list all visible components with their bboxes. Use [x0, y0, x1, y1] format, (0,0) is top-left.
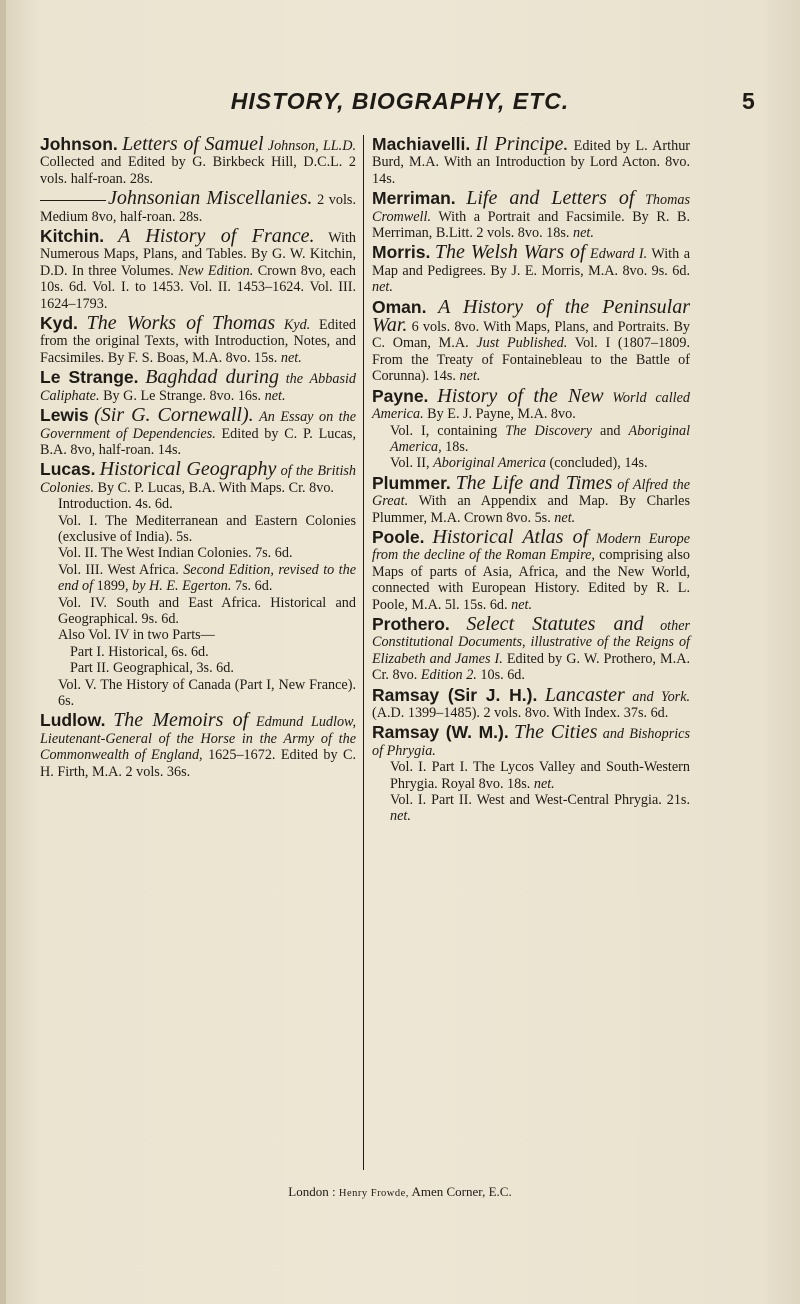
entry-le-strange	[40, 366, 357, 404]
entry-text: With a Portrait and Facsimile. By R. B. Merriman, B.Litt. 2 vols. 8vo. 18s.	[372, 208, 690, 242]
volume-line	[372, 759, 690, 792]
net-label: net.	[533, 775, 555, 792]
left-column	[40, 133, 357, 783]
entry-plummer	[372, 471, 691, 526]
entry-author: Lewis	[40, 405, 89, 426]
volume-title: Aboriginal America	[433, 455, 546, 472]
volume-line	[40, 562, 356, 595]
ditto-rule	[40, 200, 106, 201]
volume-text: Vol. I. Part I. The Lycos Valley and South-Western Phrygia. Royal 8vo. 18s.	[390, 759, 690, 792]
entry-edition: New Edition.	[178, 262, 254, 279]
entry-title: Historical Geography	[99, 458, 277, 481]
entry-author: Le Strange.	[40, 367, 139, 388]
volume-part: Part II. Geographical, 3s. 6d.	[70, 660, 234, 677]
running-header: HISTORY, BIOGRAPHY, ETC.	[230, 88, 570, 114]
entry-author: Machiavelli.	[372, 134, 471, 154]
page-edge	[0, 0, 6, 1304]
entry-text: Edited by L. Arthur Burd, M.A. With an Introduction by Lord Acton. 8vo. 14s.	[372, 138, 691, 187]
net-label: net.	[372, 279, 393, 296]
entry-edition: Edition 2.	[420, 667, 477, 684]
entry-title: The Works of Thomas	[86, 312, 276, 335]
page-number: 5	[742, 88, 755, 114]
entry-text: By C. P. Lucas, B.A. With Maps. Cr. 8vo.	[97, 479, 334, 496]
entry-author: Ramsay (W. M.).	[372, 722, 509, 743]
volume-title: Aboriginal America,	[390, 422, 691, 455]
volume-text: Vol. III. West Africa.	[58, 561, 179, 578]
entry-text: 1625–1672. Edited by C. H. Firth, M.A. 2 vols. 36s.	[40, 747, 357, 780]
entry-author: Kyd.	[40, 313, 78, 334]
entry-title: Lancaster	[544, 683, 625, 706]
entry-title: The Welsh Wars of	[434, 241, 586, 264]
footer-address: Amen Corner, E.C.	[411, 1184, 512, 1199]
footer-publisher: Henry Frowde,	[338, 1188, 409, 1199]
entry-prothero	[372, 612, 691, 684]
entry-author: Poole.	[372, 526, 425, 547]
entry-subtitle: Modern Europe from the decline of the Roman Empire,	[372, 530, 690, 564]
entry-author: Ludlow.	[40, 710, 106, 731]
right-column	[372, 133, 691, 828]
volume-line	[372, 423, 690, 456]
net-label: net.	[572, 225, 594, 242]
entry-note: Just Published.	[476, 335, 568, 352]
entry-subtitle: Kyd.	[283, 317, 311, 334]
entry-subtitle: of Alfred the Great.	[372, 476, 691, 510]
entry-text: By E. J. Payne, M.A. 8vo.	[427, 406, 576, 423]
entry-text: 6 vols. 8vo. With Maps, Plans, and Portraits. By C. Oman, M.A.	[372, 319, 690, 352]
volume-price: 7s. 6d.	[234, 578, 273, 595]
entry-title: Letters of Samuel	[122, 133, 264, 155]
entry-text: With a Map and Pedigrees. By J. E. Morris, M.A. 8vo. 9s. 6d.	[372, 246, 690, 279]
entry-machiavelli	[372, 133, 691, 187]
entry-title: A History of France.	[118, 225, 315, 248]
entry-text: (A.D. 1399–1485). 2 vols. 8vo. With Index. 37s. 6d.	[372, 705, 669, 721]
entry-author: Lucas.	[40, 459, 96, 480]
entry-author: Merriman.	[372, 188, 456, 209]
entry-volumes: Vol. I. to 1453. Vol. II. 1453–1624. Vol. III. 1624–1793.	[40, 279, 356, 312]
entry-author: Plummer.	[372, 472, 451, 493]
entry-text: Edited from the original Texts, with Introduction, Notes, and Facsimiles. By F. S. Boas, M.A. 8vo. 15s.	[40, 317, 357, 366]
entry-kyd	[40, 312, 357, 366]
volume-line	[372, 792, 690, 825]
entry-johnson-letters	[40, 133, 357, 187]
entry-poole	[372, 525, 690, 613]
entry-morris	[372, 241, 690, 296]
net-label: net.	[264, 387, 286, 404]
volume-text: Vol. I, containing	[390, 422, 498, 439]
volume-line: Introduction. 4s. 6d.	[58, 496, 173, 513]
volume-line: Also Vol. IV in two Parts—	[58, 627, 215, 644]
volume-text: Vol. II,	[390, 455, 430, 472]
entry-title: Life and Letters of	[466, 187, 635, 210]
volume-line: Vol. I. The Mediterranean and Eastern Colonies (exclusive of India). 5s.	[58, 512, 356, 545]
entry-merriman	[372, 187, 690, 242]
publisher-footer	[0, 1184, 800, 1200]
entry-subtitle: Edward I.	[590, 246, 648, 263]
entry-author: Ramsay (Sir J. H.).	[372, 684, 538, 705]
entry-author: Kitchin.	[40, 226, 105, 247]
entry-author: Johnson.	[40, 134, 118, 154]
entry-title: The Life and Times	[455, 471, 613, 494]
volume-text: and	[600, 422, 621, 439]
net-label: net.	[554, 509, 576, 526]
entry-title: (Sir G. Cornewall).	[94, 404, 254, 427]
volume-text: (concluded), 14s.	[549, 455, 648, 472]
volume-price: 18s.	[445, 438, 469, 455]
volume-line: Vol. II. The West Indian Colonies. 7s. 6d.	[58, 545, 293, 562]
footer-prefix: London :	[288, 1184, 336, 1199]
entry-text: By G. Le Strange. 8vo. 16s.	[103, 387, 262, 404]
entry-subtitle: of the British Colonies.	[40, 463, 357, 496]
entry-subtitle: An Essay on the Government of Dependencies.	[40, 409, 356, 442]
entry-author: Prothero.	[372, 613, 450, 634]
entry-text: Vol. I (1807–1809. From the Treaty of Fontainebleau to the Battle of Corunna). 14s.	[372, 335, 691, 385]
entry-author: Oman.	[372, 296, 427, 317]
entry-lucas	[40, 458, 357, 709]
entry-oman	[372, 295, 691, 385]
entry-johnsonian-miscellanies	[40, 187, 356, 225]
entry-ludlow	[40, 709, 357, 780]
entry-subtitle: Johnson, LL.D.	[267, 138, 357, 154]
entry-text: Edited by G. W. Prothero, M.A. Cr. 8vo.	[372, 650, 690, 684]
net-label: net.	[459, 368, 481, 385]
entry-subtitle: Thomas Cromwell.	[372, 192, 690, 225]
entry-text: Crown 8vo, each 10s. 6d.	[40, 262, 357, 296]
net-label: net.	[280, 349, 302, 366]
entry-text: With Numerous Maps, Plans, and Tables. By G. W. Kitchin, D.D. In three Volumes.	[40, 230, 357, 279]
volume-line	[372, 455, 690, 471]
entry-text: 10s. 6d.	[480, 667, 525, 684]
entry-subtitle: Edmund Ludlow, Lieutenant-General of the Horse in the Army of the Commonwealth of England,	[40, 714, 357, 764]
volume-editor: by H. E. Egerton.	[132, 578, 232, 595]
volume-edition: Second Edition, revised to the end of	[58, 561, 356, 595]
entry-title: Baghdad during	[145, 366, 279, 389]
entry-title: Il Principe.	[475, 133, 569, 155]
entry-title: A History of the Peninsular War.	[372, 295, 691, 337]
entry-subtitle: other Constitutional Documents, illustrative of the Reigns of Elizabeth and James I.	[372, 617, 691, 667]
entry-author: Morris.	[372, 242, 431, 263]
entry-title: The Cities	[514, 721, 598, 744]
entry-author: Payne.	[372, 385, 429, 406]
column-divider	[363, 135, 364, 1170]
volume-text: Vol. I. Part II. West and West-Central Phrygia. 21s.	[390, 792, 690, 809]
entry-title: History of the New	[437, 384, 604, 407]
volume-line: Vol. IV. South and East Africa. Historical and Geographical. 9s. 6d.	[58, 594, 356, 627]
entry-kitchin	[40, 225, 357, 312]
entry-subtitle: and York.	[632, 688, 691, 705]
volume-part: Part I. Historical, 6s. 6d.	[70, 643, 209, 660]
entry-title: The Memoirs of	[113, 709, 249, 732]
net-label: net.	[511, 596, 533, 613]
entry-text: With an Appendix and Map. By Charles Plummer, M.A. Crown 8vo. 5s.	[372, 493, 690, 526]
entry-text: 2 vols. Medium 8vo, half-roan. 28s.	[40, 192, 356, 225]
entry-title: Historical Atlas of	[432, 525, 589, 548]
entry-lewis	[40, 404, 356, 458]
entry-ramsay-wm	[372, 721, 690, 825]
entry-text: Edited by C. P. Lucas, B.A. 8vo, half-roan. 14s.	[40, 425, 356, 458]
entry-subtitle: the Abbasid Caliphate.	[40, 371, 357, 404]
entry-title: Select Statutes and	[466, 612, 644, 635]
entry-title: Johnsonian Miscellanies.	[108, 187, 313, 210]
entry-ramsay-sir-jh	[372, 683, 691, 722]
volume-title: The Discovery	[505, 422, 593, 439]
net-label: net.	[390, 808, 411, 825]
entry-payne	[372, 384, 691, 472]
volume-line: Vol. V. The History of Canada (Part I, New France). 6s.	[58, 676, 356, 709]
entry-subtitle: and Bishoprics of Phrygia.	[372, 726, 690, 759]
entry-text: comprising also Maps of parts of Asia, Africa, and the New World, connected with European History. Edited by R. L. Poole, M.A. 5l. 15s. 6d.	[372, 547, 690, 613]
volume-year: 1899,	[96, 578, 129, 595]
entry-subtitle: World called America.	[372, 389, 691, 423]
entry-text: Collected and Edited by G. Birkbeck Hill, D.C.L. 2 vols. half-roan. 28s.	[40, 154, 356, 187]
